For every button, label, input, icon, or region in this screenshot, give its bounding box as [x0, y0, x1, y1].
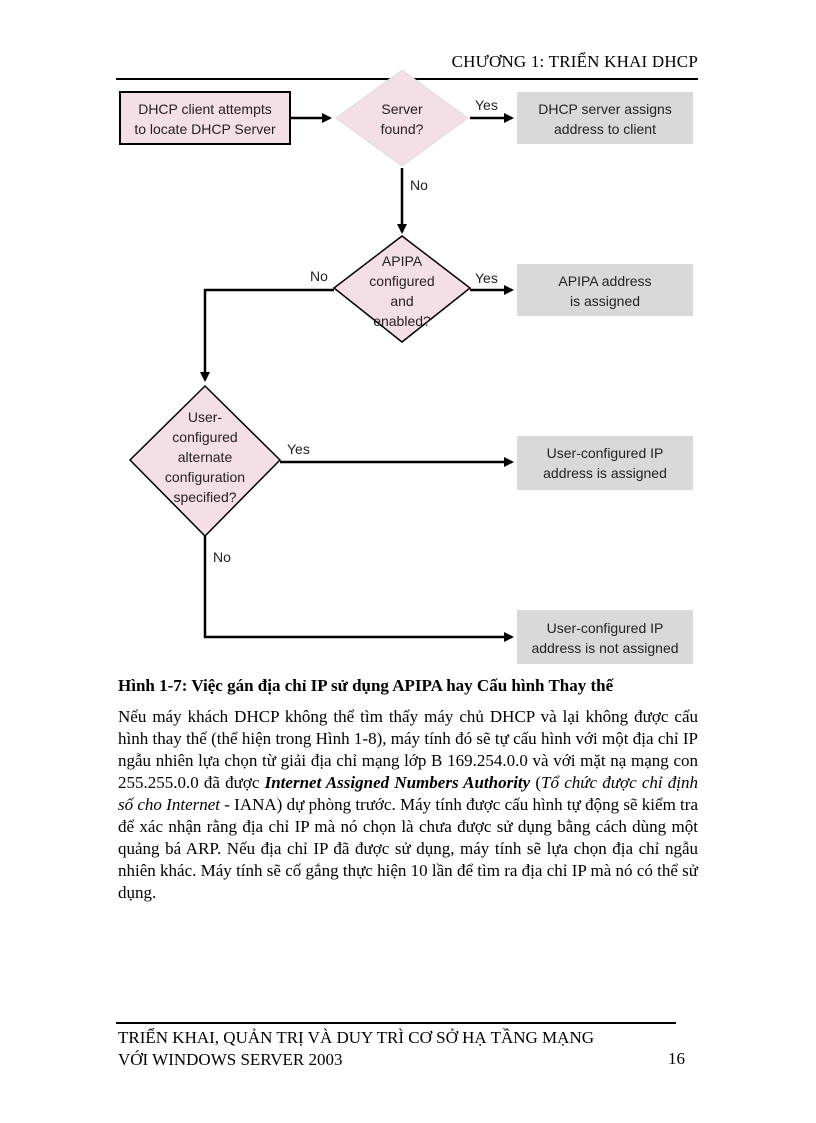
- result-dhcp-line-1: DHCP server assigns: [538, 101, 672, 117]
- paragraph-part-1: Nếu máy khách DHCP không thể tìm thấy máy chủ DHCP và lại không được cấu hình thay thế (thể hiện trong Hình 1-8), máy tính đó sẽ tự cấu hình với một địa chỉ IP ngẫu nhiên lựa chọn từ giải địa chỉ mạng lớp B 169.254.0.0 và với mặt nạ mạng con 255.255.0.0 đã được: [118, 707, 698, 792]
- connector-user-no: [205, 536, 512, 637]
- result-user-yes-line-2: address is assigned: [543, 465, 667, 481]
- figure-caption: Hình 1-7: Việc gán địa chỉ IP sử dụng APIPA hay Cấu hình Thay thế: [118, 676, 614, 695]
- decision-user-line-3: alternate: [177, 449, 233, 465]
- result-apipa-line-1: APIPA address: [558, 273, 652, 289]
- decision-server-found: [336, 70, 468, 166]
- italic-term: Tổ chức được chỉ định số cho Internet: [118, 773, 698, 814]
- decision-user-line-1: User-: [187, 409, 223, 425]
- footer-line-1: TRIỂN KHAI, QUẢN TRỊ VÀ DUY TRÌ CƠ SỞ HẠ TẦNG MẠNG: [118, 1028, 594, 1047]
- label-no-server: No: [410, 177, 428, 193]
- footer-title: [118, 1027, 594, 1071]
- decision-user-line-5: specified?: [173, 489, 237, 505]
- chapter-title: CHƯƠNG 1: TRIỂN KHAI DHCP: [451, 52, 698, 71]
- body-paragraph: [118, 706, 698, 904]
- result-user-yes-line-1: User-configured IP: [546, 445, 664, 461]
- decision-apipa-line-4: enabled?: [373, 313, 431, 329]
- page-number: 16: [668, 1049, 685, 1068]
- start-box-line-1: DHCP client attempts: [138, 101, 272, 117]
- footer-rule: [116, 1022, 676, 1024]
- decision-apipa-line-1: APIPA: [381, 253, 423, 269]
- label-yes-server: Yes: [475, 97, 498, 113]
- decision-user-line-4: configuration: [164, 469, 246, 485]
- decision-apipa-line-3: and: [390, 293, 414, 309]
- start-box-line-2: to locate DHCP Server: [134, 121, 276, 137]
- label-no-user: No: [213, 549, 231, 565]
- paragraph-part-3: - IANA) dự phòng trước. Máy tính được cấu hình tự động sẽ kiểm tra để xác nhận rằng địa chỉ IP mà nó chọn là chưa được sử dụng bằng cách dùng một quảng bá ARP. Nếu địa chỉ IP đã được sử dụng, máy tính sẽ lựa chọn địa chỉ ngẫu nhiên khác. Máy tính sẽ cố gắng thực hiện 10 lần để tìm ra địa chỉ IP mà nó có thể sử dụng.: [118, 795, 698, 902]
- result-user-no-line-2: address is not assigned: [531, 640, 679, 656]
- decision-apipa-line-2: configured: [369, 273, 435, 289]
- label-yes-apipa: Yes: [475, 270, 498, 286]
- label-no-apipa: No: [310, 268, 328, 284]
- decision-server-line-2: found?: [380, 121, 424, 137]
- decision-server-line-1: Server: [381, 101, 423, 117]
- result-user-no-line-1: User-configured IP: [546, 620, 664, 636]
- paragraph-part-2: (: [530, 773, 542, 792]
- result-dhcp-line-2: address to client: [554, 121, 656, 137]
- footer-line-2: VỚI WINDOWS SERVER 2003: [118, 1050, 343, 1069]
- result-apipa-line-2: is assigned: [569, 293, 641, 309]
- connector-apipa-no: [205, 290, 334, 380]
- label-yes-user: Yes: [287, 441, 310, 457]
- bold-term: Internet Assigned Numbers Authority: [264, 773, 531, 792]
- decision-user-line-2: configured: [172, 429, 238, 445]
